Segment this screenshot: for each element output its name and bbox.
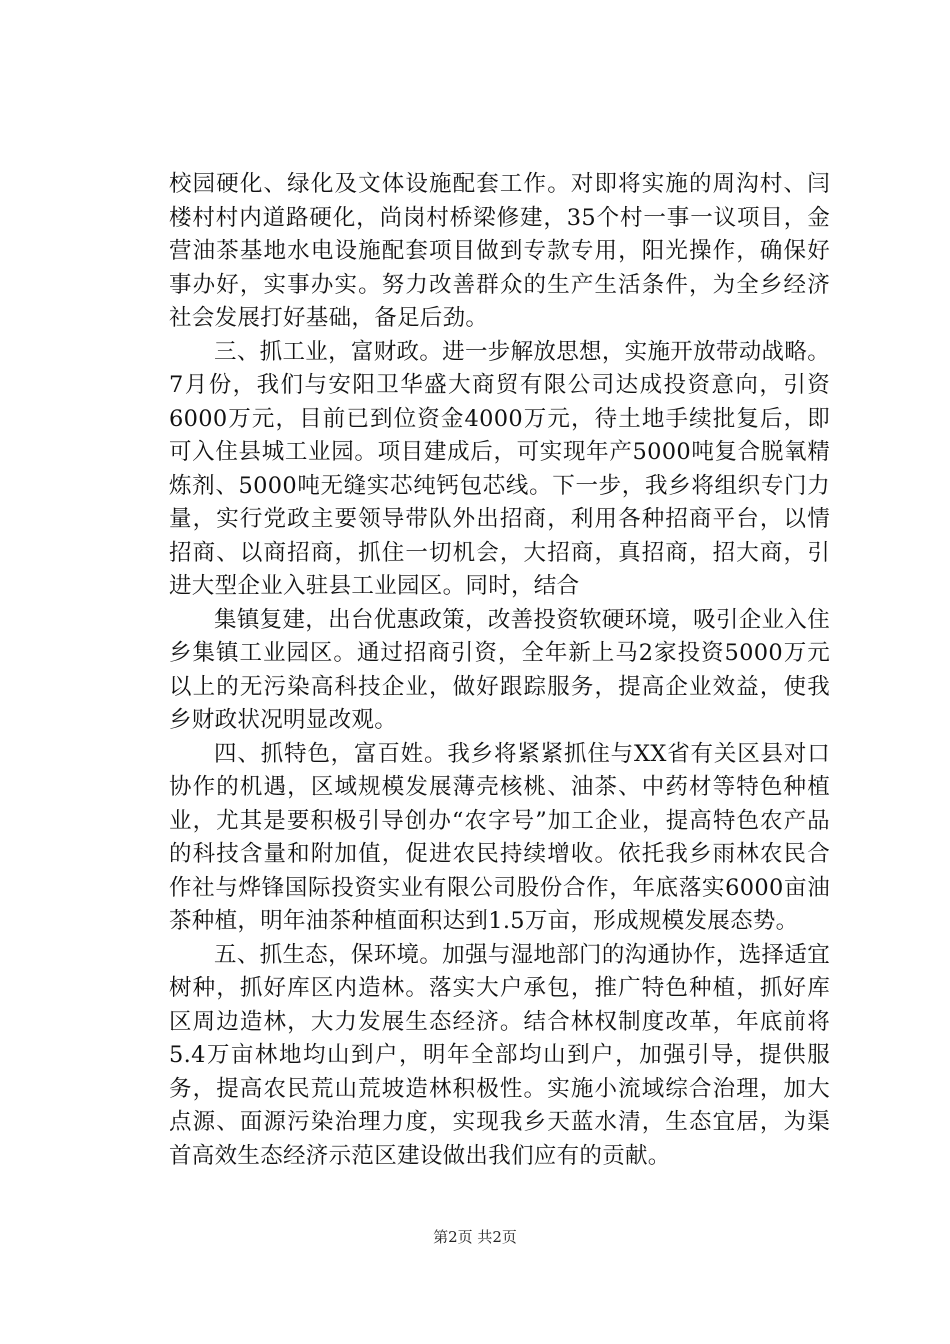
paragraph-ecology: 五、抓生态，保环境。加强与湿地部门的沟通协作，选择适宜树种，抓好库区内造林。落实大户承包，推广特色种植，抓好库区周边造林，大力发展生态经济。结合林权制度改革，年底前将5.4万亩林地均山到户，明年全部均山到户，加强引导，提供服务，提高农民荒山荒坡造林积极性。实施小流域综合治理，加大点源、面源污染治理力度，实现我乡天蓝水清，生态宜居，为渠首高效生态经济示范区建设做出我们应有的贡献。 [169, 941, 830, 1169]
paragraph-industry: 三、抓工业，富财政。进一步解放思想，实施开放带动战略。7月份，我们与安阳卫华盛大商贸有限公司达成投资意向，引资6000万元，目前已到位资金4000万元，待土地手续批复后，即可入住县城工业园。项目建成后，可实现年产5000吨复合脱氧精炼剂、5000吨无缝实芯纯钙包芯线。下一步，我乡将组织专门力量，实行党政主要领导带队外出招商，利用各种招商平台，以情招商、以商招商，抓住一切机会，大招商，真招商，招大商，引进大型企业入驻县工业园区。同时，结合 [169, 338, 830, 599]
paragraph-specialty: 四、抓特色，富百姓。我乡将紧紧抓住与XX省有关区县对口协作的机遇，区域规模发展薄壳核桃、油茶、中药材等特色种植业，尤其是要积极引导创办“农字号”加工企业，提高特色农产品的科技含量和附加值，促进农民持续增收。依托我乡雨林农民合作社与烨锋国际投资实业有限公司股份合作，年底落实6000亩油茶种植，明年油茶种植面积达到1.5万亩，形成规模发展态势。 [169, 740, 830, 934]
document-body [169, 168, 830, 1173]
paragraph-town-rebuild: 集镇复建，出台优惠政策，改善投资软硬环境，吸引企业入住乡集镇工业园区。通过招商引资，全年新上马2家投资5000万元以上的无污染高科技企业，做好跟踪服务，提高企业效益，使我乡财政状况明显改观。 [169, 606, 830, 733]
paragraph-continuation: 校园硬化、绿化及文体设施配套工作。对即将实施的周沟村、闫楼村村内道路硬化，尚岗村桥梁修建，35个村一事一议项目，金营油茶基地水电设施配套项目做到专款专用，阳光操作，确保好事办好，实事办实。努力改善群众的生产生活条件，为全乡经济社会发展打好基础，备足后劲。 [169, 171, 830, 331]
page-footer: 第2页 共2页 [433, 1228, 517, 1246]
